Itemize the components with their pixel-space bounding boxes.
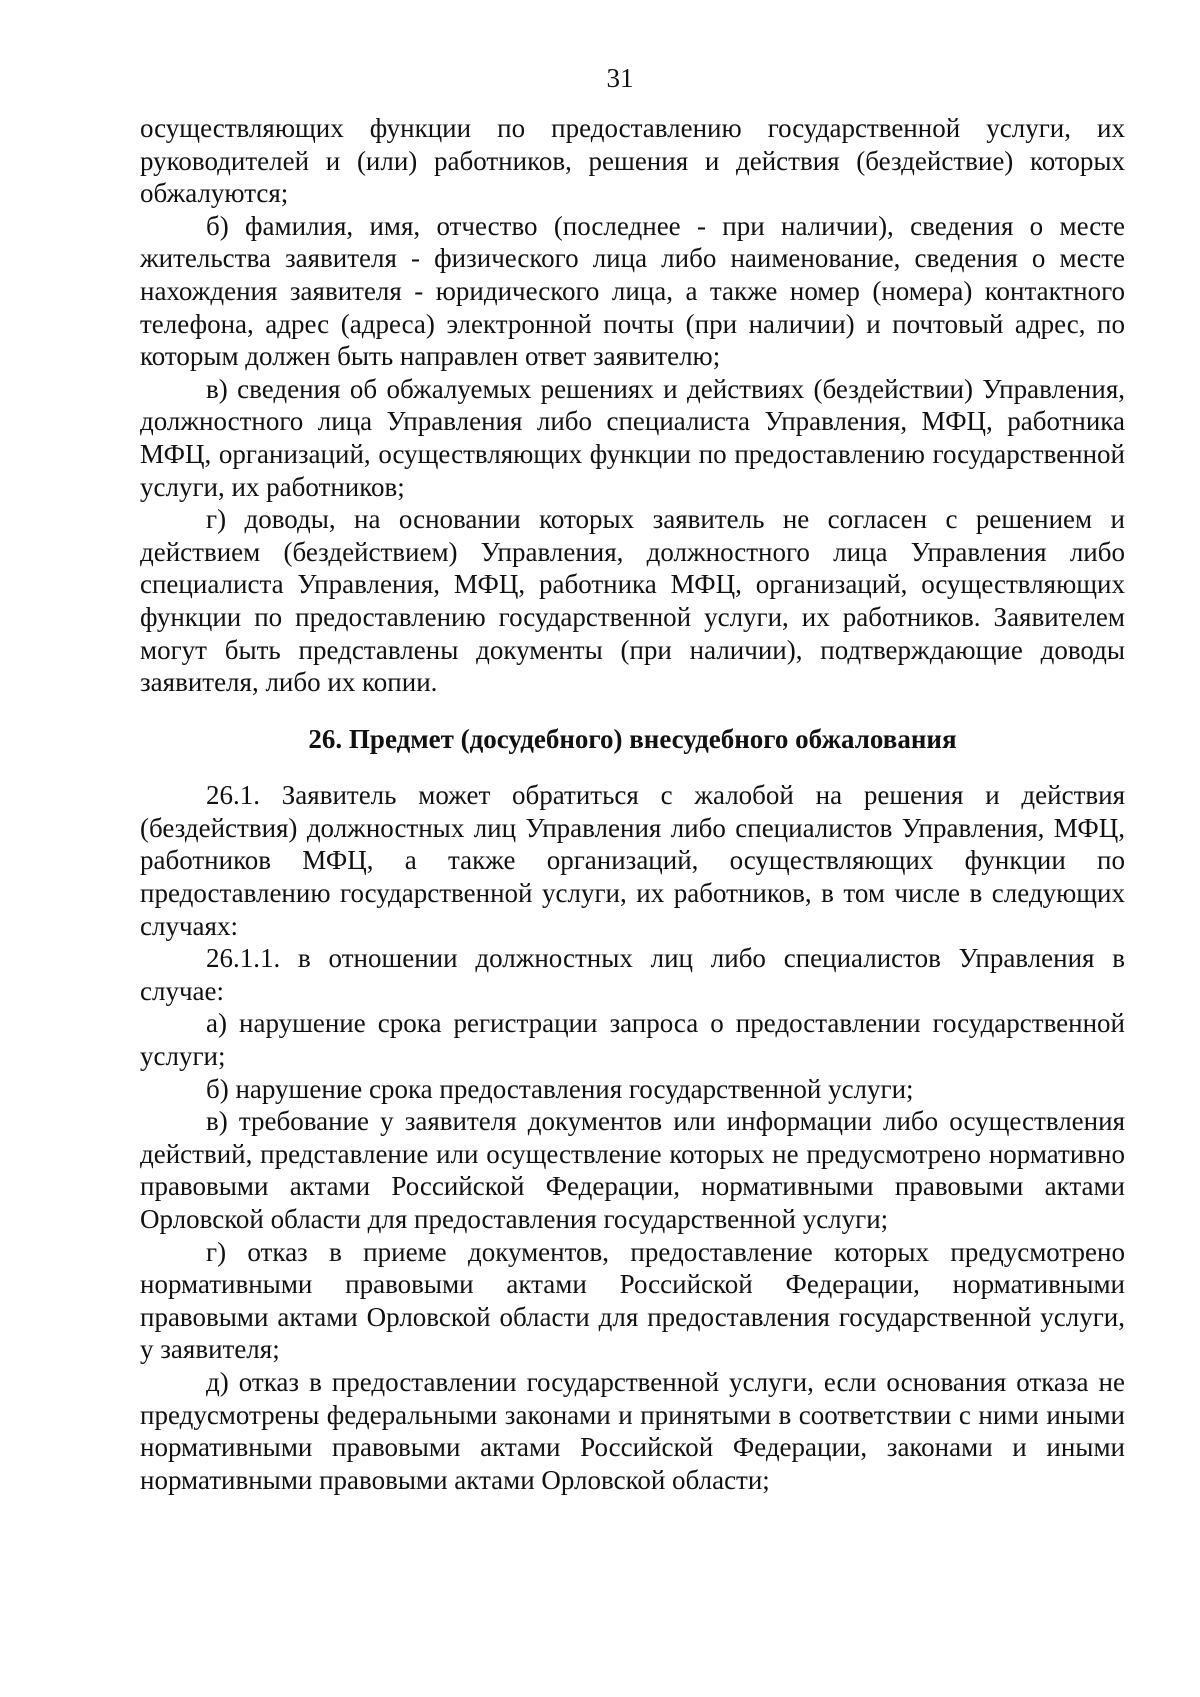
paragraph-sub-b: б) нарушение срока предоставления государственной услуги; bbox=[206, 1073, 914, 1104]
paragraph-item-g: г) доводы, на основании которых заявитель не согласен с решением и действием (бездействием) Управления, должностного лица Управления либо специалиста Управления, МФЦ, работника МФЦ, организаций, осуществляющих функции по предоставлению государственной услуги, их работников. Заявителем могут быть представлены документы (при наличии), подтверждающие доводы заявителя, либо их копии. bbox=[140, 504, 1125, 698]
page-number: 31 bbox=[606, 63, 634, 93]
paragraph-sub-a: а) нарушение срока регистрации запроса о предоставлении государственной услуги; bbox=[140, 1008, 1125, 1072]
section-heading: 26. Предмет (досудебного) внесудебного обжалования bbox=[308, 723, 957, 754]
document-body bbox=[140, 112, 1125, 1496]
paragraph-item-b: б) фамилия, имя, отчество (последнее - при наличии), сведения о месте жительства заявителя - физического лица либо наименование, сведения о месте нахождения заявителя - юридического лица, а также номер (номера) контактного телефона, адрес (адреса) электронной почты (при наличии) и почтовый адрес, по которым должен быть направлен ответ заявителю; bbox=[140, 210, 1125, 372]
paragraph-sub-d: д) отказ в предоставлении государственной услуги, если основания отказа не предусмотрены федеральными законами и принятыми в соответствии с ними иными нормативными правовыми актами Российской Федерации, законами и иными нормативными правовыми актами Орловской области; bbox=[140, 1366, 1125, 1495]
paragraph-sub-v: в) требование у заявителя документов или информации либо осуществления действий, представление или осуществление которых не предусмотрено нормативно правовыми актами Российской Федерации, нормативными правовыми актами Орловской области для предоставления государственной услуги; bbox=[140, 1106, 1125, 1234]
paragraph-sub-g: г) отказ в приеме документов, предоставление которых предусмотрено нормативными правовыми актами Российской Федерации, нормативными правовыми актами Орловской области для предоставления государственной услуги, у заявителя; bbox=[140, 1236, 1125, 1365]
paragraph-26-1-1: 26.1.1. в отношении должностных лиц либо специалистов Управления в случае: bbox=[140, 943, 1125, 1006]
paragraph-item-v: в) сведения об обжалуемых решениях и действиях (бездействии) Управления, должностного лица Управления либо специалиста Управления, МФЦ, работника МФЦ, организаций, осуществляющих функции по предоставлению государственной услуги, их работников; bbox=[140, 373, 1125, 502]
paragraph-26-1: 26.1. Заявитель может обратиться с жалобой на решения и действия (бездействия) должностных лиц Управления либо специалистов Управления, МФЦ, работников МФЦ, а также организаций, осуществляющих функции по предоставлению государственной услуги, их работников, в том числе в следующих случаях: bbox=[140, 780, 1125, 941]
paragraph-continuation: осуществляющих функции по предоставлению государственной услуги, их руководителей и (или) работников, решения и действия (бездействие) которых обжалуются; bbox=[140, 113, 1125, 209]
